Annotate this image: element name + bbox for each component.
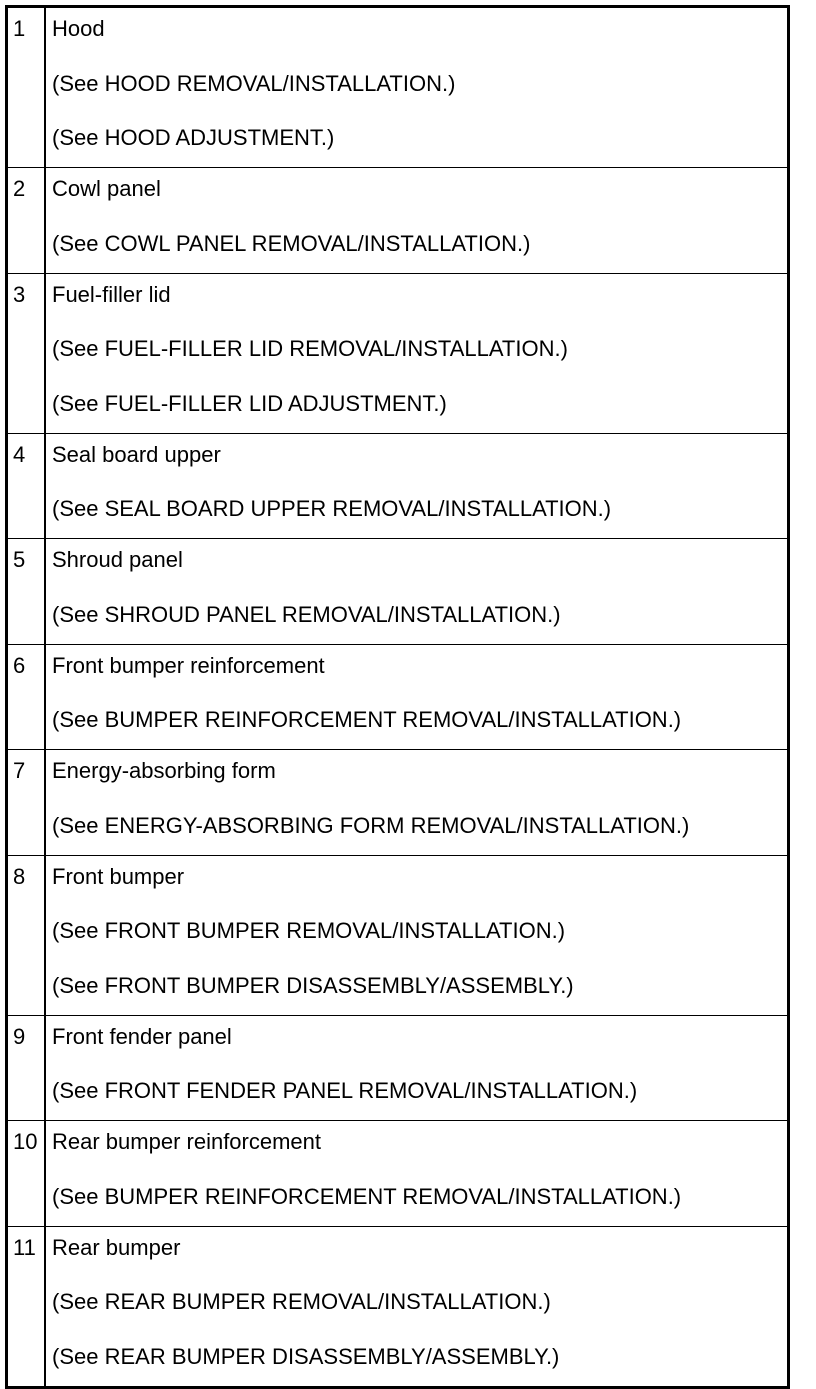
row-number: 1 xyxy=(8,8,46,167)
table-row xyxy=(8,749,787,855)
reference-link[interactable]: (See REAR BUMPER REMOVAL/INSTALLATION.) xyxy=(52,1289,551,1314)
row-number: 10 xyxy=(8,1121,46,1226)
row-number: 9 xyxy=(8,1016,46,1121)
reference-link[interactable]: (See FRONT BUMPER REMOVAL/INSTALLATION.) xyxy=(52,918,566,943)
row-number: 3 xyxy=(8,274,46,433)
row-description xyxy=(46,856,787,1015)
part-name: Seal board upper xyxy=(52,441,221,467)
reference-link[interactable]: (See FUEL-FILLER LID REMOVAL/INSTALLATION.) xyxy=(52,336,568,361)
part-name: Front bumper reinforcement xyxy=(52,652,325,678)
part-name: Fuel-filler lid xyxy=(52,281,171,307)
table-row xyxy=(8,644,787,750)
table-row xyxy=(8,167,787,273)
row-number: 8 xyxy=(8,856,46,1015)
part-name: Shroud panel xyxy=(52,547,183,572)
row-description xyxy=(46,8,787,167)
table-row xyxy=(8,1015,787,1121)
part-name: Front fender panel xyxy=(52,1023,232,1049)
reference-link[interactable]: (See FUEL-FILLER LID ADJUSTMENT.) xyxy=(52,390,447,416)
row-number: 11 xyxy=(8,1227,46,1386)
part-name: Rear bumper xyxy=(52,1234,181,1260)
row-description xyxy=(46,274,787,433)
row-number: 7 xyxy=(8,750,46,855)
reference-link[interactable]: (See SHROUD PANEL REMOVAL/INSTALLATION.) xyxy=(52,601,561,627)
row-number: 2 xyxy=(8,168,46,273)
table-row xyxy=(8,538,787,644)
table-row xyxy=(8,433,787,539)
parts-table xyxy=(5,5,790,1389)
row-number: 6 xyxy=(8,645,46,750)
reference-link[interactable]: (See FRONT FENDER PANEL REMOVAL/INSTALLATION.) xyxy=(52,1078,638,1103)
part-name: Hood xyxy=(52,16,105,41)
reference-link[interactable]: (See SEAL BOARD UPPER REMOVAL/INSTALLATION.) xyxy=(52,496,612,521)
reference-link[interactable]: (See REAR BUMPER DISASSEMBLY/ASSEMBLY.) xyxy=(52,1343,560,1369)
reference-link[interactable]: (See ENERGY-ABSORBING FORM REMOVAL/INSTALLATION.) xyxy=(52,812,690,838)
reference-link[interactable]: (See FRONT BUMPER DISASSEMBLY/ASSEMBLY.) xyxy=(52,972,574,998)
part-name: Cowl panel xyxy=(52,176,161,201)
table-row xyxy=(8,273,787,433)
table-row xyxy=(8,855,787,1015)
row-description xyxy=(46,1016,787,1121)
row-description xyxy=(46,168,787,273)
part-name: Energy-absorbing form xyxy=(52,758,276,783)
reference-link[interactable]: (See HOOD REMOVAL/INSTALLATION.) xyxy=(52,70,456,96)
table-row xyxy=(8,1226,787,1386)
reference-link[interactable]: (See HOOD ADJUSTMENT.) xyxy=(52,125,335,150)
row-description xyxy=(46,750,787,855)
table-row xyxy=(8,8,787,167)
row-description xyxy=(46,1121,787,1226)
reference-link[interactable]: (See COWL PANEL REMOVAL/INSTALLATION.) xyxy=(52,230,531,256)
part-name: Rear bumper reinforcement xyxy=(52,1129,322,1154)
part-name: Front bumper xyxy=(52,863,185,889)
reference-link[interactable]: (See BUMPER REINFORCEMENT REMOVAL/INSTALLATION.) xyxy=(52,707,682,732)
row-description xyxy=(46,1227,787,1386)
row-number: 5 xyxy=(8,539,46,644)
row-description xyxy=(46,645,787,750)
row-description xyxy=(46,539,787,644)
reference-link[interactable]: (See BUMPER REINFORCEMENT REMOVAL/INSTALLATION.) xyxy=(52,1183,682,1209)
row-number: 4 xyxy=(8,434,46,539)
table-row xyxy=(8,1120,787,1226)
row-description xyxy=(46,434,787,539)
